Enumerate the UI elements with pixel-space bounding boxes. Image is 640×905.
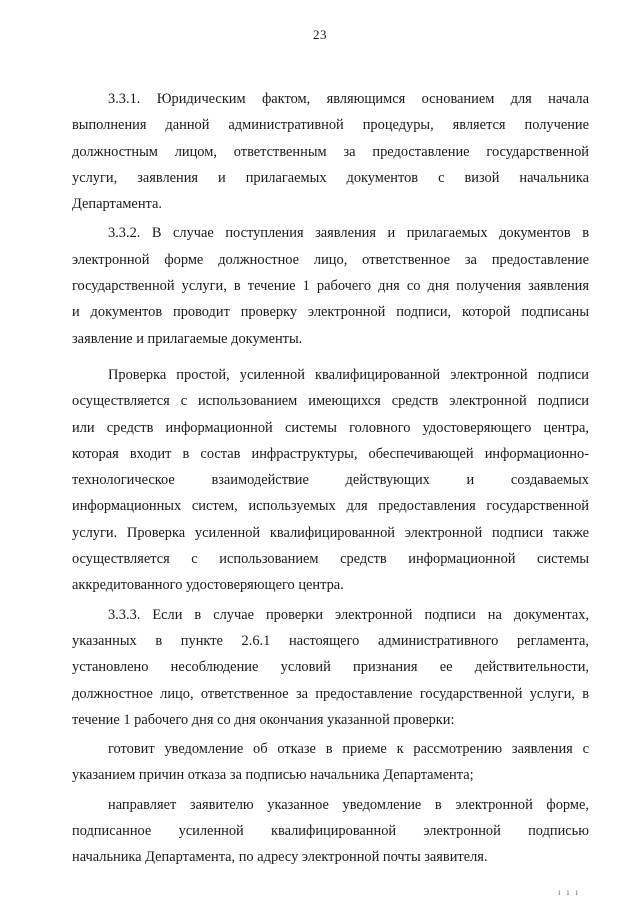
body-text bbox=[72, 86, 589, 871]
text-line: государственной услуги, в течение 1 рабочего дня со дня получения заявления bbox=[72, 278, 589, 295]
text-line: или средств информационной системы головного удостоверяющего центра, bbox=[72, 419, 589, 436]
text-line: которая входит в состав инфраструктуры, обеспечивающей информационно- bbox=[72, 445, 589, 462]
text-line: Департамента. bbox=[72, 196, 162, 213]
text-line: осуществляется с использованием имеющихся средств электронной подписи bbox=[72, 393, 589, 410]
text-line: указанием причин отказа за подписью начальника Департамента; bbox=[72, 767, 474, 784]
paragraph-prepare-notice bbox=[72, 736, 589, 789]
text-line: течение 1 рабочего дня со дня окончания указанной проверки: bbox=[72, 711, 455, 728]
text-line: должностное лицо, ответственное за предоставление государственной услуги, в bbox=[72, 685, 589, 702]
text-line: Проверка простой, усиленной квалифицированной электронной подписи bbox=[108, 366, 589, 383]
paragraph-send-notice bbox=[72, 792, 589, 871]
text-line: должностным лицом, ответственным за предоставление государственной bbox=[72, 143, 589, 160]
page-number: 23 bbox=[313, 27, 327, 42]
text-line: информационных систем, используемых для предоставления государственной bbox=[72, 498, 589, 515]
paragraph-3-3-2 bbox=[72, 220, 589, 351]
text-line: аккредитованного удостоверяющего центра. bbox=[72, 577, 344, 594]
text-line: услуги. Проверка усиленной квалифицированной электронной подписи также bbox=[72, 524, 589, 541]
paragraph-3-3-3 bbox=[72, 602, 589, 733]
text-line: готовит уведомление об отказе в приеме к рассмотрению заявления с bbox=[108, 741, 589, 758]
text-line: указанных в пункте 2.6.1 настоящего административного регламента, bbox=[72, 632, 589, 649]
text-line: технологическое взаимодействие действующих и создаваемых bbox=[72, 472, 589, 489]
scan-mark: ı ı ı bbox=[557, 887, 580, 897]
text-line: выполнения данной административной процедуры, является получение bbox=[72, 117, 589, 134]
text-line: начальника Департамента, по адресу электронной почты заявителя. bbox=[72, 849, 488, 866]
text-line: направляет заявителю указанное уведомление в электронной форме, bbox=[108, 796, 589, 813]
text-line: подписанное усиленной квалифицированной электронной подписью bbox=[72, 823, 589, 840]
paragraph-signature-check bbox=[72, 362, 589, 599]
text-line: 3.3.3. Если в случае проверки электронной подписи на документах, bbox=[108, 606, 589, 623]
text-line: 3.3.1. Юридическим фактом, являющимся основанием для начала bbox=[108, 91, 589, 107]
text-line: 3.3.2. В случае поступления заявления и прилагаемых документов в bbox=[108, 225, 589, 242]
text-line: заявление и прилагаемые документы. bbox=[72, 330, 303, 347]
text-line: установлено несоблюдение условий признания ее действительности, bbox=[72, 659, 589, 676]
text-line: осуществляется с использованием средств информационной системы bbox=[72, 551, 589, 568]
paragraph-3-3-1 bbox=[72, 86, 589, 217]
text-line: и документов проводит проверку электронной подписи, которой подписаны bbox=[72, 304, 589, 321]
text-line: услуги, заявления и прилагаемых документов с визой начальника bbox=[72, 169, 589, 186]
text-line: электронной форме должностное лицо, ответственное за предоставление bbox=[72, 251, 589, 268]
